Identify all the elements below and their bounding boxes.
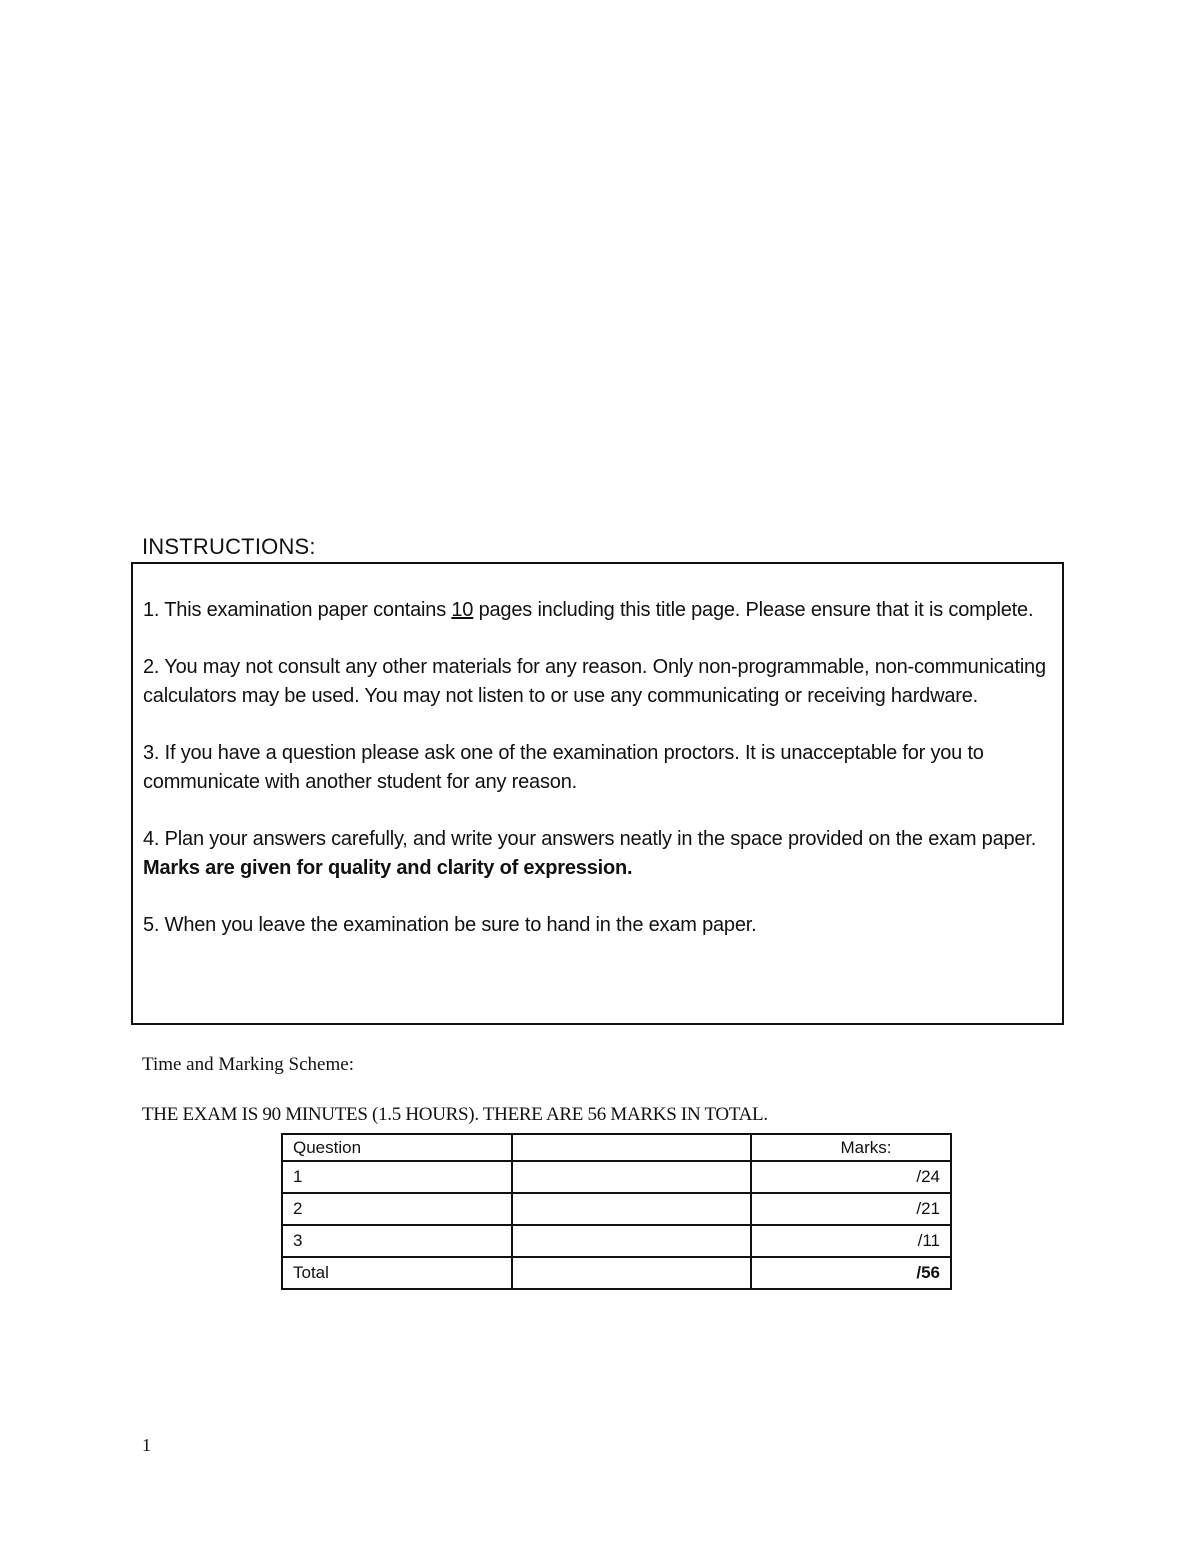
row-marks: /24 — [751, 1161, 951, 1193]
table-row — [282, 1225, 951, 1257]
total-marks: /56 — [751, 1257, 951, 1289]
instruction-item-2: 2. You may not consult any other materials for any reason. Only non-programmable, non-communicating calculators may be used. You may not listen to or use any communicating or receiving hardware. — [143, 656, 1046, 707]
page-number: 1 — [142, 1435, 151, 1455]
instruction-item-5: 5. When you leave the examination be sure to hand in the exam paper. — [143, 914, 757, 936]
table-total-row — [282, 1257, 951, 1289]
row-question: 3 — [282, 1225, 512, 1257]
instruction-4-text: 4. Plan your answers carefully, and write your answers neatly in the space provided on the exam paper. — [143, 828, 1037, 850]
instruction-item-1 — [143, 596, 1052, 625]
instruction-item-4 — [143, 825, 1052, 883]
row-blank — [512, 1193, 751, 1225]
row-question: 2 — [282, 1193, 512, 1225]
row-marks: /11 — [751, 1225, 951, 1257]
table-row — [282, 1161, 951, 1193]
time-marking-heading: Time and Marking Scheme: — [142, 1054, 354, 1075]
total-blank — [512, 1257, 751, 1289]
row-marks: /21 — [751, 1193, 951, 1225]
instructions-heading: INSTRUCTIONS: — [142, 534, 316, 559]
instructions-box — [131, 562, 1064, 1025]
header-marks: Marks: — [751, 1134, 951, 1161]
header-question: Question — [282, 1134, 512, 1161]
total-label: Total — [282, 1257, 512, 1289]
exam-summary: THE EXAM IS 90 MINUTES (1.5 HOURS). THERE ARE 56 MARKS IN TOTAL. — [142, 1104, 768, 1125]
instruction-1-suffix: pages including this title page. Please ensure that it is complete. — [473, 599, 1034, 621]
row-blank — [512, 1225, 751, 1257]
instruction-4-bold: Marks are given for quality and clarity of expression. — [143, 857, 633, 879]
table-row — [282, 1193, 951, 1225]
instruction-item-3: 3. If you have a question please ask one of the examination proctors. It is unacceptable for you to communicate with another student for any reason. — [143, 742, 984, 793]
header-blank — [512, 1134, 751, 1161]
page-count: 10 — [451, 599, 474, 621]
instruction-1-prefix: 1. This examination paper contains — [143, 599, 452, 621]
row-blank — [512, 1161, 751, 1193]
table-header-row — [282, 1134, 951, 1161]
row-question: 1 — [282, 1161, 512, 1193]
marks-table — [281, 1133, 952, 1290]
